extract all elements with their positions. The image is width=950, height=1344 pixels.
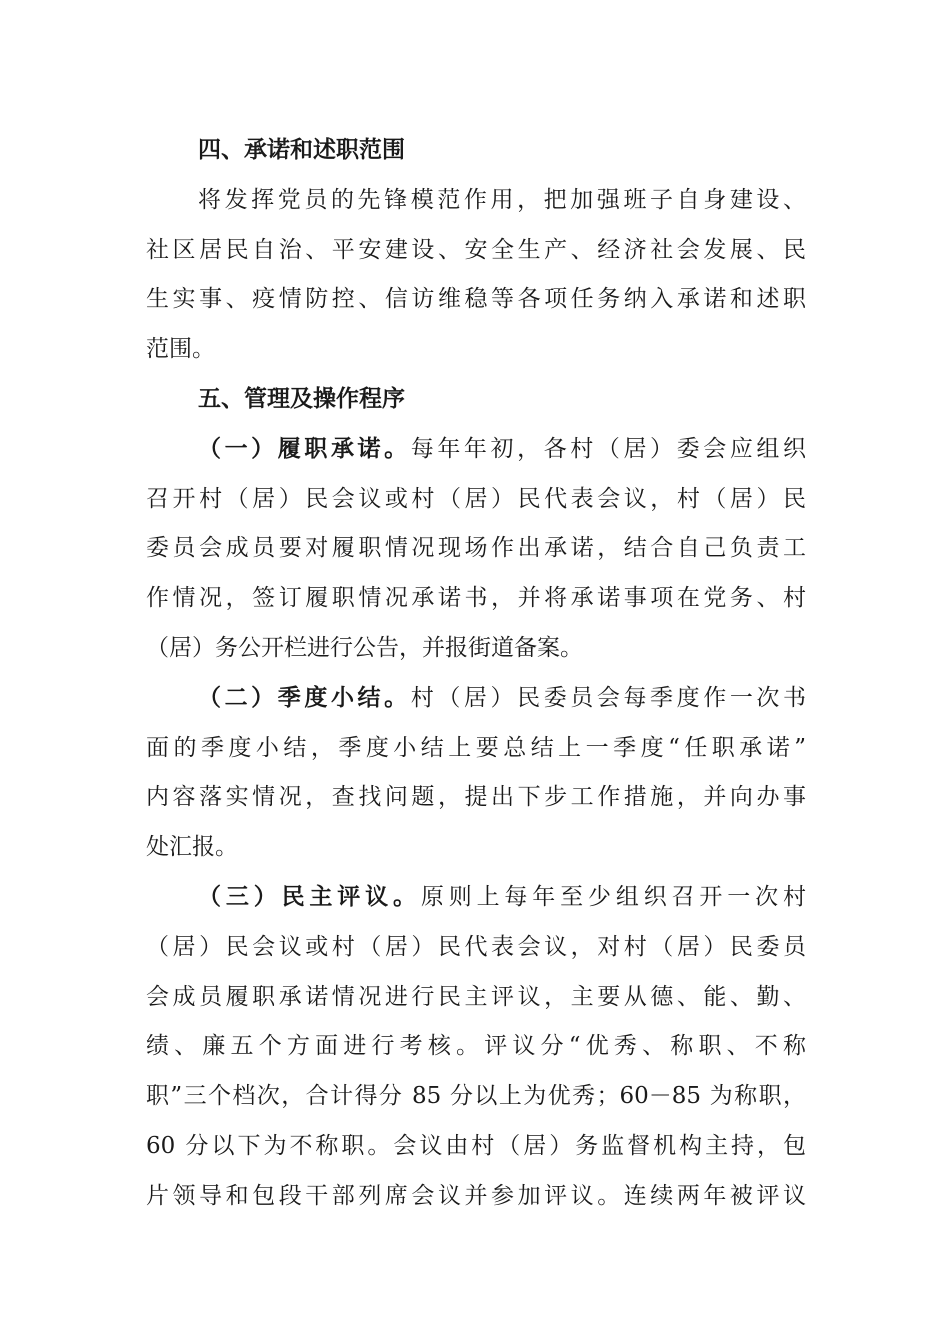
section-heading-4: 四、承诺和述职范围 bbox=[198, 137, 405, 163]
paragraph-line: （居）民会议或村（居）民代表会议，对村（居）民委员 bbox=[146, 933, 806, 960]
paragraph-line: 范围。 bbox=[146, 336, 215, 363]
paragraph-line: 内容落实情况，查找问题，提出下步工作措施，并向办事 bbox=[146, 784, 806, 811]
paragraph-line: 召开村（居）民会议或村（居）民代表会议，村（居）民 bbox=[146, 485, 806, 512]
paragraph-line: 处汇报。 bbox=[146, 834, 238, 861]
paragraph-line: 60 分以下为不称职。会议由村（居）务监督机构主持，包 bbox=[146, 1132, 806, 1159]
paragraph-line: 会成员履职承诺情况进行民主评议，主要从德、能、勤、 bbox=[146, 983, 806, 1010]
subsection-lead-2: （二）季度小结。 bbox=[198, 684, 411, 711]
paragraph-line: 绩、廉五个方面进行考核。评议分“优秀、称职、不称 bbox=[146, 1033, 806, 1060]
paragraph-line: 职”三个档次，合计得分 85 分以上为优秀；60－85 为称职， bbox=[146, 1083, 806, 1110]
paragraph-line: 面的季度小结，季度小结上要总结上一季度“任职承诺” bbox=[146, 734, 806, 761]
paragraph-line: （居）务公开栏进行公告，并报街道备案。 bbox=[146, 634, 583, 661]
paragraph-line: 片领导和包段干部列席会议并参加评议。连续两年被评议 bbox=[146, 1182, 806, 1209]
paragraph-line: 委员会成员要对履职情况现场作出承诺，结合自己负责工 bbox=[146, 535, 806, 562]
paragraph-line: 将发挥党员的先锋模范作用，把加强班子自身建设、 bbox=[198, 186, 806, 213]
paragraph-text: 每年年初，各村（居）委会应组织 bbox=[410, 435, 807, 462]
paragraph-line bbox=[146, 674, 806, 724]
document-page bbox=[146, 126, 806, 1222]
paragraph-line: 社区居民自治、平安建设、安全生产、经济社会发展、民 bbox=[146, 236, 806, 263]
paragraph-line: 生实事、疫情防控、信访维稳等各项任务纳入承诺和述职 bbox=[146, 286, 806, 313]
subsection-lead-1: （一）履职承诺。 bbox=[198, 435, 411, 462]
paragraph-line: 作情况，签订履职情况承诺书，并将承诺事项在党务、村 bbox=[146, 585, 806, 612]
paragraph-text: 原则上每年至少组织召开一次村 bbox=[420, 883, 807, 910]
paragraph-text: 村（居）民委员会每季度作一次书 bbox=[410, 684, 807, 711]
paragraph-line bbox=[146, 873, 806, 923]
paragraph-line bbox=[146, 425, 806, 475]
subsection-lead-3: （三）民主评议。 bbox=[198, 883, 421, 910]
section-heading-5: 五、管理及操作程序 bbox=[198, 385, 405, 412]
